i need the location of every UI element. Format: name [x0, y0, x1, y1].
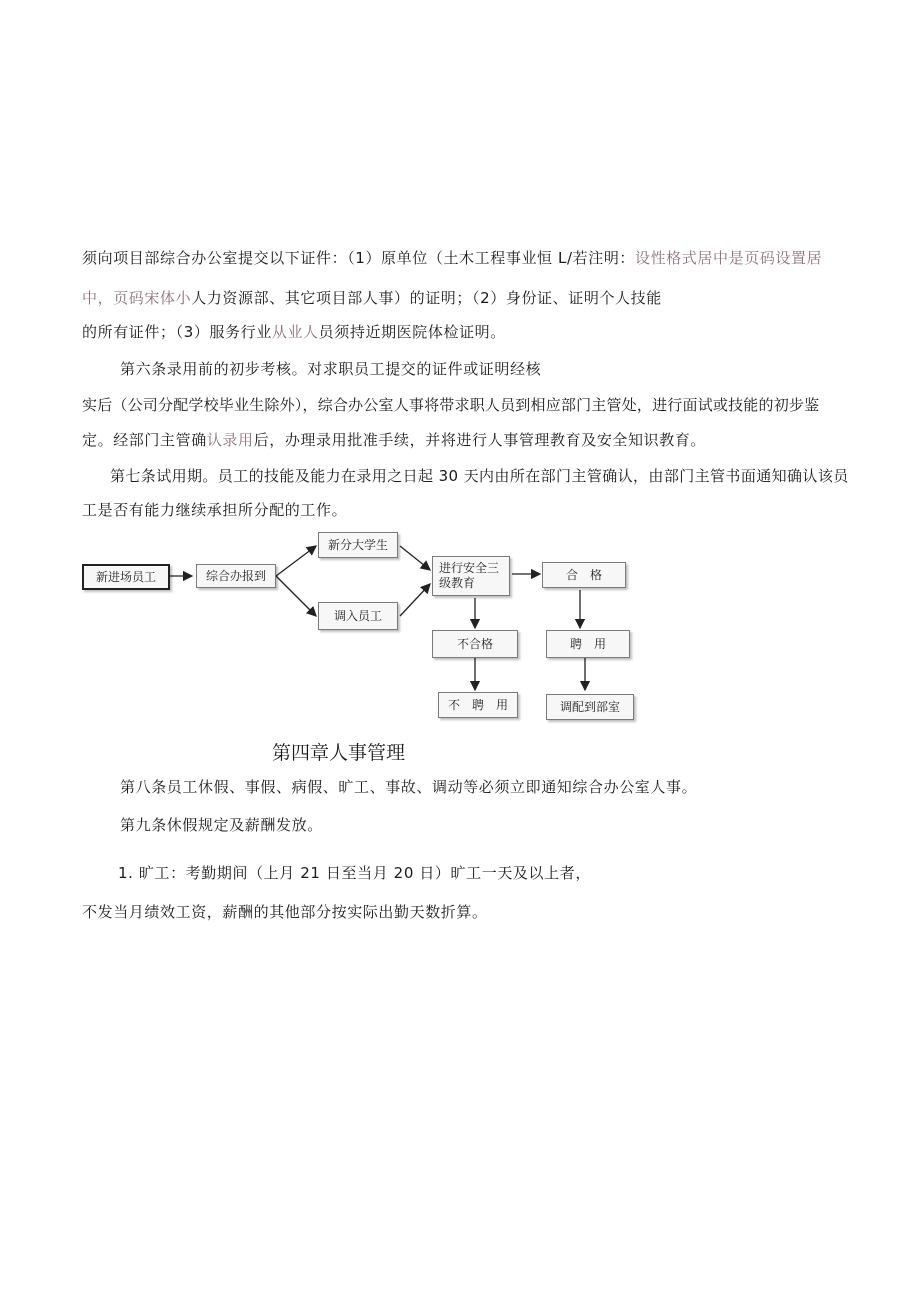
hiring-flowchart: [80, 530, 640, 726]
flow-box-transfer-employee: 调入员工: [318, 602, 398, 630]
flow-box-new-employee: 新进场员工: [82, 564, 170, 590]
item-1-line-2: 不发当月绩效工资，薪酬的其他部分按实际出勤天数折算。: [82, 903, 488, 921]
article-6-line-1: 第六条录用前的初步考核。对求职员工提交的证件或证明经核: [120, 360, 542, 378]
flow-box-safety-education: 进行安全三级教育: [432, 556, 510, 596]
flow-box-report-office: 综合办报到: [196, 564, 276, 588]
article-6-line-3: [82, 430, 706, 450]
text-segment: 后，办理录用批准手续，并将进行人事管理教育及安全知识教育。: [253, 431, 707, 449]
item-1-line-1: 1. 旷工：考勤期间（上月 21 日至当月 20 日）旷工一天及以上者，: [118, 864, 591, 882]
flow-box-qualified: 合 格: [542, 562, 626, 588]
article-9: 第九条休假规定及薪酬发放。: [120, 816, 323, 834]
flow-box-new-graduate: 新分大学生: [318, 532, 398, 558]
text-segment: 人力资源部、其它项目部人事）的证明；（2）身份证、证明个人技能: [191, 289, 662, 307]
paragraph-1-line-1: [82, 248, 822, 268]
text-segment-grey: 从业人: [271, 323, 319, 341]
article-7-line-2: 工是否有能力继续承担所分配的工作。: [82, 501, 348, 519]
flow-box-unqualified: 不合格: [432, 630, 518, 658]
text-segment: 的所有证件；（3）服务行业: [82, 323, 272, 341]
flow-box-hire: 聘 用: [546, 630, 630, 658]
chapter-4-title: 第四章人事管理: [272, 742, 406, 764]
paragraph-1-line-3: [82, 322, 506, 342]
flow-box-not-hire: 不 聘 用: [438, 692, 518, 718]
text-segment-grey: 中，页码宋体小: [82, 289, 192, 307]
text-segment-grey: 认录用: [206, 431, 254, 449]
article-8: 第八条员工休假、事假、病假、旷工、事故、调动等必须立即通知综合办公室人事。: [120, 778, 698, 796]
flow-box-assign-dept: 调配到部室: [546, 694, 634, 720]
text-segment-grey: 设性格式居中是页码设置居: [635, 249, 823, 267]
article-7-line-1: 第七条试用期。员工的技能及能力在录用之日起 30 天内由所在部门主管确认，由部门主管书面通知确认该员: [110, 467, 849, 485]
text-segment: 定。经部门主管确: [82, 431, 207, 449]
text-segment: 须向项目部综合办公室提交以下证件：（1）原单位（土木工程事业恒 L/若注明：: [82, 249, 636, 267]
article-6-line-2: 实后（公司分配学校毕业生除外），综合办公室人事将带求职人员到相应部门主管处，进行面试或技能的初步鉴: [82, 396, 820, 414]
text-segment: 员须持近期医院体检证明。: [318, 323, 506, 341]
paragraph-1-line-2: [82, 288, 662, 308]
